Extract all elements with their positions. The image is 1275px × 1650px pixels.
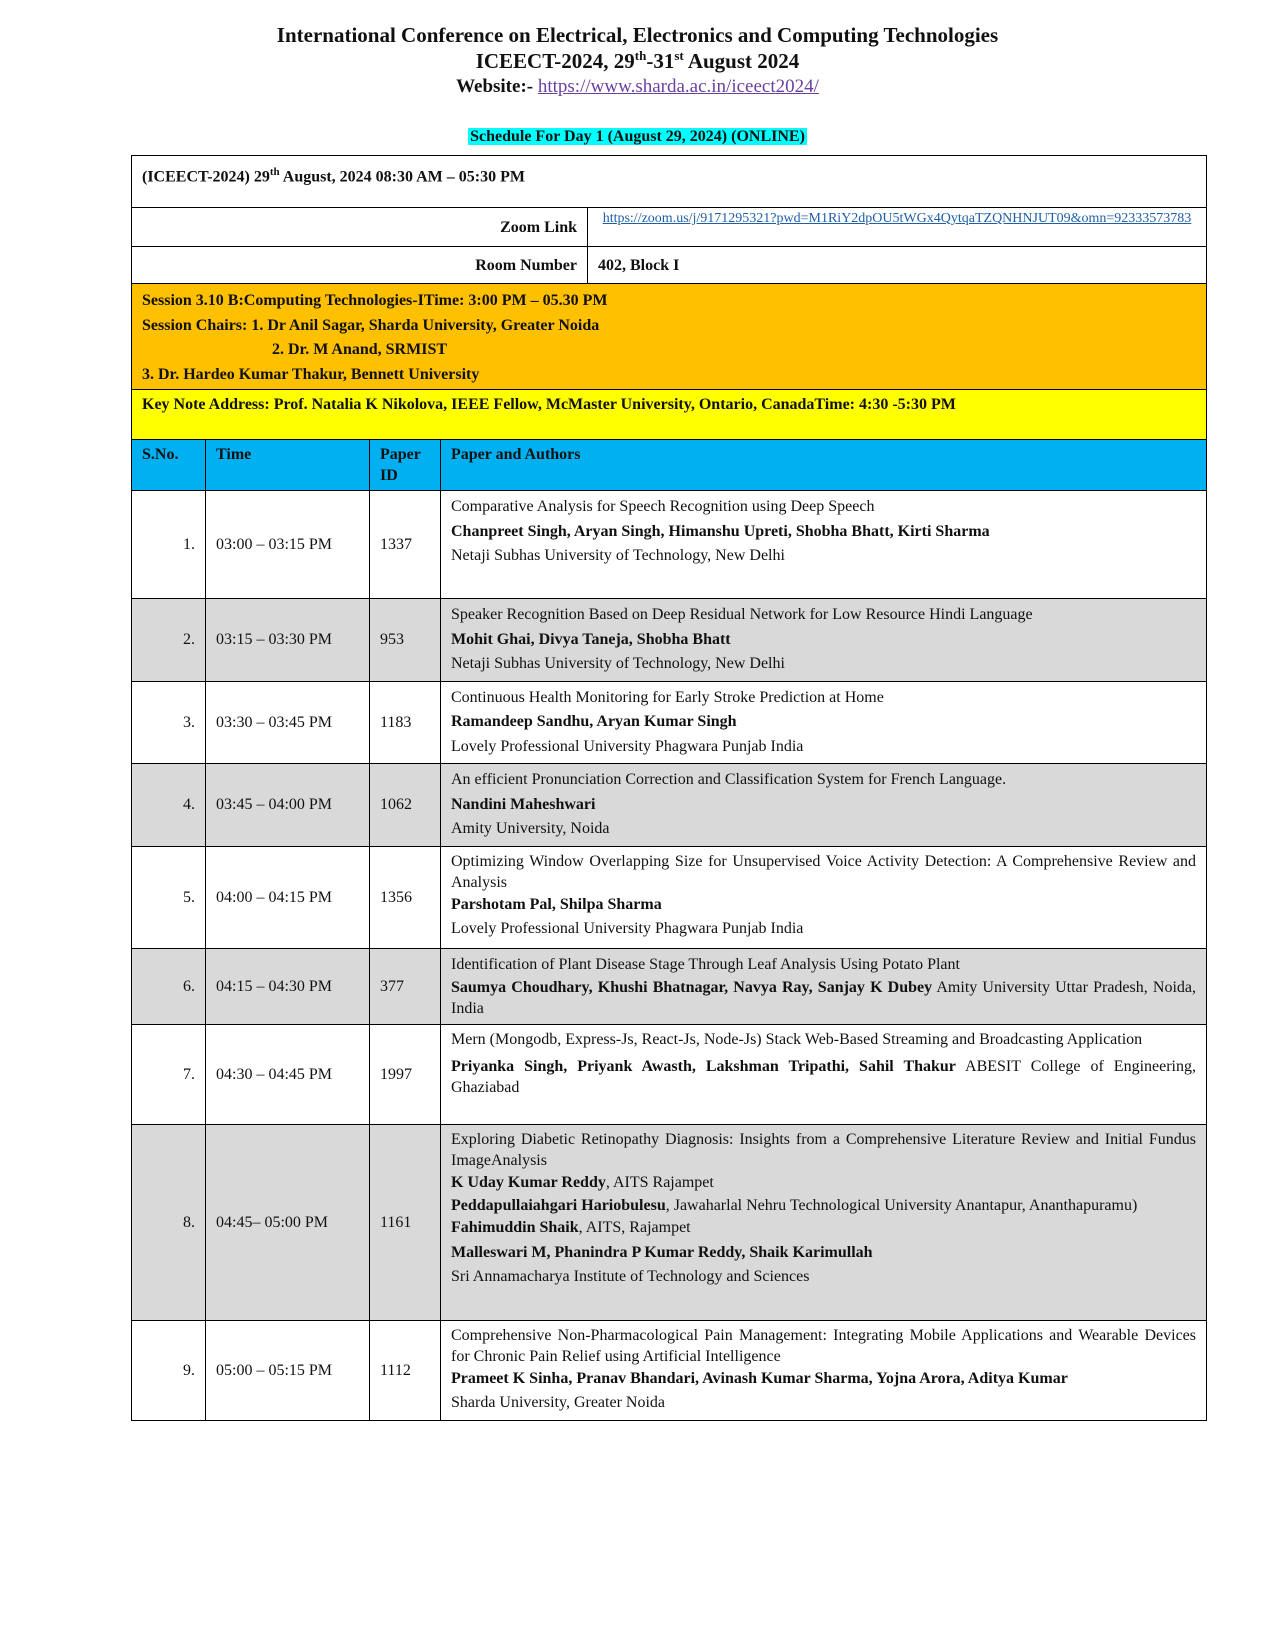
col-header-time: Time: [206, 440, 370, 491]
paper-authors: Chanpreet Singh, Aryan Singh, Himanshu Upreti, Shobha Bhatt, Kirti Sharma: [451, 522, 990, 540]
room-label: Room Number: [132, 247, 588, 284]
row-paper-details: [441, 1320, 1207, 1420]
day-schedule-title: Schedule For Day 1 (August 29, 2024) (ONLINE): [470, 128, 805, 145]
author-affiliation: , AITS Rajampet: [605, 1173, 714, 1191]
table-row: [132, 491, 1207, 599]
paper-authors: Priyanka Singh, Priyank Awasth, Lakshman Tripathi, Sahil Thakur: [451, 1057, 956, 1075]
row-sno: 4.: [132, 764, 206, 847]
row-paper-details: [441, 948, 1207, 1024]
session-title: Session 3.10 B:Computing Technologies-ITime: 3:00 PM – 05.30 PM: [142, 292, 608, 309]
row-paper-id: 1062: [370, 764, 441, 847]
row-paper-details: [441, 1124, 1207, 1320]
paper-authors: Saumya Choudhary, Khushi Bhatnagar, Navya Ray, Sanjay K Dubey: [451, 979, 933, 996]
paper-affiliation: ABESIT College of Engineering, Ghaziabad: [451, 1057, 1197, 1096]
row-paper-id: 1356: [370, 846, 441, 948]
row-sno: 8.: [132, 1124, 206, 1320]
paper-authors-affiliation: [451, 977, 1196, 1019]
session-chair-2: 2. Dr. M Anand, SRMIST: [272, 341, 448, 358]
row-time: 04:30 – 04:45 PM: [206, 1024, 370, 1124]
author-affiliation: , AITS, Rajampet: [578, 1219, 691, 1236]
row-sno: 7.: [132, 1024, 206, 1124]
paper-title: Continuous Health Monitoring for Early Stroke Prediction at Home: [451, 688, 884, 706]
row-paper-id: 1112: [370, 1320, 441, 1420]
author-line-2: [451, 1195, 1196, 1216]
row-paper-id: 1997: [370, 1024, 441, 1124]
website-link[interactable]: https://www.sharda.ac.in/iceect2024/: [537, 76, 819, 97]
zoom-label: Zoom Link: [132, 208, 588, 247]
author-affiliation: , Jawaharlal Nehru Technological University Anantapur, Ananthapuramu): [665, 1197, 1138, 1214]
table-row: [132, 1124, 1207, 1320]
paper-affiliation: Netaji Subhas University of Technology, New Delhi: [451, 547, 785, 564]
table-row: [132, 1024, 1207, 1124]
row-time: 03:30 – 03:45 PM: [206, 681, 370, 764]
table-header-row: [132, 440, 1207, 491]
row-paper-details: [441, 599, 1207, 682]
paper-affiliation: Lovely Professional University Phagwara Punjab India: [451, 920, 804, 937]
paper-authors: Nandini Maheshwari: [451, 795, 596, 813]
session-row: [132, 284, 1207, 390]
row-time: 04:00 – 04:15 PM: [206, 846, 370, 948]
paper-affiliation: Amity University, Noida: [451, 820, 610, 837]
row-paper-details: [441, 681, 1207, 764]
row-paper-details: [441, 1024, 1207, 1124]
paper-title: Optimizing Window Overlapping Size for Unsupervised Voice Activity Detection: A Comprehensive Review and Analysis: [451, 852, 1196, 891]
row-time: 04:45– 05:00 PM: [206, 1124, 370, 1320]
paper-title: Comprehensive Non-Pharmacological Pain Management: Integrating Mobile Applications and Wearable Devices for Chronic Pain Relief using Artificial Intelligence: [451, 1326, 1196, 1365]
zoom-row: [132, 208, 1207, 247]
paper-affiliation: Netaji Subhas University of Technology, New Delhi: [451, 655, 785, 672]
schedule-table: [131, 155, 1207, 1421]
row-paper-details: [441, 491, 1207, 599]
paper-affiliation: Lovely Professional University Phagwara Punjab India: [451, 737, 804, 755]
paper-authors: Parshotam Pal, Shilpa Sharma: [451, 895, 662, 913]
zoom-cell: [588, 208, 1207, 247]
row-sno: 9.: [132, 1320, 206, 1420]
table-row: [132, 764, 1207, 847]
event-row: [132, 156, 1207, 208]
conference-subtitle: ICEECT-2024, 29th-31st August 2024: [475, 48, 800, 73]
row-time: 03:15 – 03:30 PM: [206, 599, 370, 682]
table-row: [132, 948, 1207, 1024]
row-sno: 3.: [132, 681, 206, 764]
event-datetime: (ICEECT-2024) 29th August, 2024 08:30 AM – 05:30 PM: [132, 156, 1207, 208]
row-paper-details: [441, 846, 1207, 948]
zoom-link[interactable]: https://zoom.us/j/9171295321?pwd=M1RiY2dpOU5tWGx4QytqaTZQNHNJUT09&omn=92333573783: [602, 211, 1192, 226]
paper-title: Speaker Recognition Based on Deep Residual Network for Low Resource Hindi Language: [451, 606, 1033, 623]
row-paper-id: 377: [370, 948, 441, 1024]
paper-title: Comparative Analysis for Speech Recognition using Deep Speech: [451, 498, 875, 515]
table-row: [132, 846, 1207, 948]
row-paper-details: [441, 764, 1207, 847]
room-value: 402, Block I: [588, 247, 1207, 284]
session-info: [132, 284, 1207, 390]
paper-author: K Uday Kumar Reddy: [451, 1173, 606, 1191]
col-header-paper-id: Paper ID: [370, 440, 441, 491]
keynote-row: [132, 390, 1207, 440]
paper-affiliation: Sharda University, Greater Noida: [451, 1394, 665, 1411]
col-header-paper-authors: Paper and Authors: [441, 440, 1207, 491]
row-sno: 2.: [132, 599, 206, 682]
website-line: Website:- https://www.sharda.ac.in/iceect2024/: [456, 76, 819, 97]
paper-affiliation: Amity University Uttar Pradesh, Noida, India: [451, 979, 1196, 1017]
table-row: [132, 681, 1207, 764]
author-line-1: [451, 1171, 1196, 1196]
row-paper-id: 1183: [370, 681, 441, 764]
row-paper-id: 1337: [370, 491, 441, 599]
row-time: 05:00 – 05:15 PM: [206, 1320, 370, 1420]
paper-authors: Malleswari M, Phanindra P Kumar Reddy, Shaik Karimullah: [451, 1243, 873, 1261]
row-paper-id: 953: [370, 599, 441, 682]
table-row: [132, 599, 1207, 682]
document-header: [0, 22, 1275, 99]
paper-author: Fahimuddin Shaik: [451, 1219, 579, 1236]
paper-author: Peddapullaiahgari Hariobulesu: [451, 1197, 666, 1214]
paper-title: Mern (Mongodb, Express-Js, React-Js, Node-Js) Stack Web-Based Streaming and Broadcasting Application: [451, 1030, 1143, 1048]
paper-authors: Prameet K Sinha, Pranav Bhandari, Avinash Kumar Sharma, Yojna Arora, Aditya Kumar: [451, 1369, 1068, 1387]
table-row: [132, 1320, 1207, 1420]
paper-authors-affiliation: [451, 1056, 1196, 1098]
paper-title: Identification of Plant Disease Stage Through Leaf Analysis Using Potato Plant: [451, 955, 960, 973]
row-paper-id: 1161: [370, 1124, 441, 1320]
paper-authors: Mohit Ghai, Divya Taneja, Shobha Bhatt: [451, 630, 731, 648]
room-row: [132, 247, 1207, 284]
paper-title: Exploring Diabetic Retinopathy Diagnosis: Insights from a Comprehensive Literature Review and Initial Fundus ImageAnalysis: [451, 1130, 1196, 1169]
paper-affiliation: Sri Annamacharya Institute of Technology and Sciences: [451, 1268, 810, 1285]
paper-authors: Ramandeep Sandhu, Aryan Kumar Singh: [451, 713, 737, 730]
session-chair-1: Session Chairs: 1. Dr Anil Sagar, Sharda University, Greater Noida: [142, 316, 600, 334]
paper-title: An efficient Pronunciation Correction and Classification System for French Language.: [451, 771, 1007, 788]
row-sno: 6.: [132, 948, 206, 1024]
row-time: 04:15 – 04:30 PM: [206, 948, 370, 1024]
row-sno: 5.: [132, 846, 206, 948]
author-line-3: [451, 1216, 1196, 1241]
col-header-sno: S.No.: [132, 440, 206, 491]
row-time: 03:45 – 04:00 PM: [206, 764, 370, 847]
keynote-address: Key Note Address: Prof. Natalia K Nikolova, IEEE Fellow, McMaster University, Ontario, CanadaTime: 4:30 -5:30 PM: [132, 390, 1207, 440]
row-sno: 1.: [132, 491, 206, 599]
row-time: 03:00 – 03:15 PM: [206, 491, 370, 599]
session-chair-3: 3. Dr. Hardeo Kumar Thakur, Bennett University: [142, 365, 480, 383]
conference-title: International Conference on Electrical, Electronics and Computing Technologies: [276, 23, 999, 47]
